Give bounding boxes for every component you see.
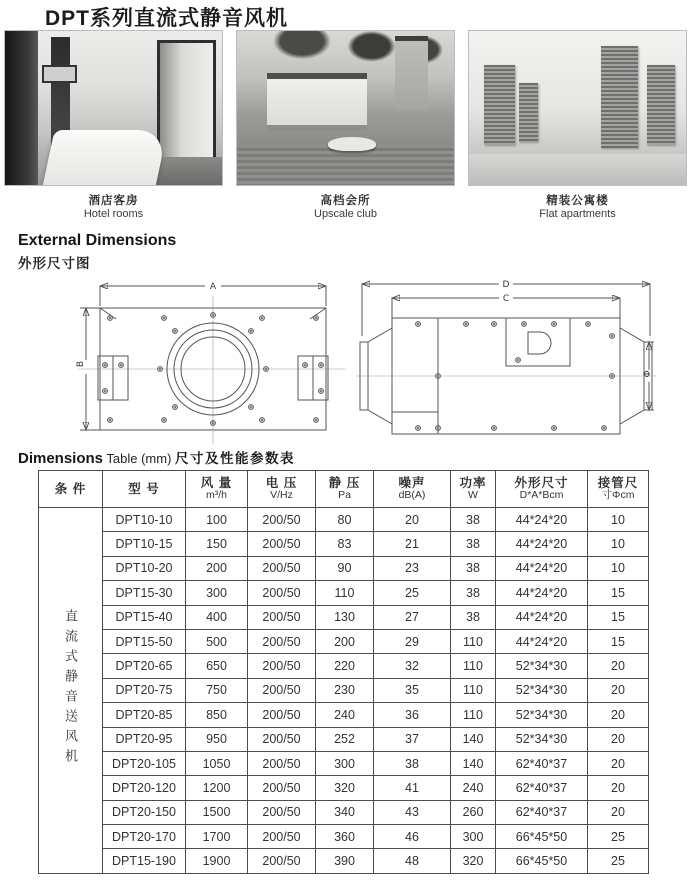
caption-en: Upscale club <box>314 208 377 221</box>
cell-pressure: 252 <box>316 727 374 751</box>
table-row <box>39 532 649 556</box>
cell-model: DPT15-190 <box>103 849 186 873</box>
cell-airflow: 1050 <box>186 751 248 775</box>
cell-noise: 32 <box>374 654 451 678</box>
table-row <box>39 629 649 653</box>
cell-pipe: 20 <box>588 776 649 800</box>
cell-airflow: 150 <box>186 532 248 556</box>
photo-decor <box>519 83 539 142</box>
application-photos <box>4 30 696 222</box>
cell-pipe: 10 <box>588 532 649 556</box>
table-heading-en-rest: Table (mm) <box>103 451 176 466</box>
flat-apartments-photo <box>468 30 687 186</box>
table-row <box>39 703 649 727</box>
cell-airflow: 200 <box>186 556 248 580</box>
cell-airflow: 1500 <box>186 800 248 824</box>
cell-airflow: 850 <box>186 703 248 727</box>
cell-power: 140 <box>451 751 496 775</box>
table-row <box>39 825 649 849</box>
cell-noise: 21 <box>374 532 451 556</box>
cell-dimensions: 66*45*50 <box>496 849 588 873</box>
cell-pressure: 110 <box>316 581 374 605</box>
dim-label-B: B <box>76 360 86 368</box>
cell-pipe: 15 <box>588 629 649 653</box>
photo-block-hotel-rooms <box>4 30 223 222</box>
cell-pipe: 20 <box>588 727 649 751</box>
cell-noise: 41 <box>374 776 451 800</box>
cell-noise: 46 <box>374 825 451 849</box>
cell-power: 240 <box>451 776 496 800</box>
cell-power: 110 <box>451 678 496 702</box>
cell-pressure: 240 <box>316 703 374 727</box>
cell-voltage: 200/50 <box>248 776 316 800</box>
cell-airflow: 650 <box>186 654 248 678</box>
cell-noise: 35 <box>374 678 451 702</box>
cell-voltage: 200/50 <box>248 800 316 824</box>
table-heading <box>18 447 295 468</box>
cell-airflow: 400 <box>186 605 248 629</box>
photo-block-flat-apartments <box>468 30 687 222</box>
cell-voltage: 200/50 <box>248 556 316 580</box>
dim-label-A: A <box>209 282 217 292</box>
cell-noise: 20 <box>374 508 451 532</box>
cell-pressure: 390 <box>316 849 374 873</box>
cell-power: 38 <box>451 581 496 605</box>
photo-decor <box>42 130 168 186</box>
table-row <box>39 678 649 702</box>
cell-noise: 25 <box>374 581 451 605</box>
cell-voltage: 200/50 <box>248 532 316 556</box>
cell-pipe: 25 <box>588 849 649 873</box>
col-header: 电 压 V/Hz <box>248 471 316 508</box>
cell-pressure: 80 <box>316 508 374 532</box>
condition-cell <box>39 508 103 874</box>
dim-label-D: D <box>502 280 510 290</box>
side-view-drawing <box>356 274 656 454</box>
cell-dimensions: 44*24*20 <box>496 581 588 605</box>
cell-voltage: 200/50 <box>248 703 316 727</box>
cell-pipe: 20 <box>588 800 649 824</box>
cell-airflow: 500 <box>186 629 248 653</box>
table-row <box>39 654 649 678</box>
col-header: 静 压 Pa <box>316 471 374 508</box>
cell-pipe: 20 <box>588 751 649 775</box>
cell-power: 110 <box>451 654 496 678</box>
cell-voltage: 200/50 <box>248 727 316 751</box>
cell-pressure: 220 <box>316 654 374 678</box>
hotel-rooms-photo <box>4 30 223 186</box>
cell-voltage: 200/50 <box>248 678 316 702</box>
cell-power: 320 <box>451 849 496 873</box>
cell-model: DPT20-95 <box>103 727 186 751</box>
cell-model: DPT10-20 <box>103 556 186 580</box>
cell-model: DPT15-50 <box>103 629 186 653</box>
cell-dimensions: 62*40*37 <box>496 800 588 824</box>
cell-noise: 29 <box>374 629 451 653</box>
cell-voltage: 200/50 <box>248 581 316 605</box>
cell-model: DPT20-170 <box>103 825 186 849</box>
photo-decor <box>328 137 376 151</box>
cell-model: DPT20-65 <box>103 654 186 678</box>
cell-noise: 27 <box>374 605 451 629</box>
cell-airflow: 300 <box>186 581 248 605</box>
cell-model: DPT20-105 <box>103 751 186 775</box>
cell-pressure: 130 <box>316 605 374 629</box>
photo-decor <box>267 73 367 132</box>
cell-pressure: 90 <box>316 556 374 580</box>
table-row <box>39 581 649 605</box>
col-header: 外形尺寸 D*A*Bcm <box>496 471 588 508</box>
cell-airflow: 750 <box>186 678 248 702</box>
cell-noise: 48 <box>374 849 451 873</box>
photo-decor <box>42 65 77 83</box>
cell-dimensions: 66*45*50 <box>496 825 588 849</box>
cell-pressure: 230 <box>316 678 374 702</box>
cell-dimensions: 44*24*20 <box>496 532 588 556</box>
cell-voltage: 200/50 <box>248 751 316 775</box>
cell-power: 110 <box>451 629 496 653</box>
cell-model: DPT20-85 <box>103 703 186 727</box>
cell-voltage: 200/50 <box>248 825 316 849</box>
caption-zh: 精装公寓楼 <box>546 195 609 207</box>
col-header: 型 号 <box>103 471 186 508</box>
dim-label-phi: Φ <box>643 370 653 378</box>
cell-airflow: 1900 <box>186 849 248 873</box>
table-row <box>39 556 649 580</box>
cell-pipe: 20 <box>588 703 649 727</box>
cell-voltage: 200/50 <box>248 605 316 629</box>
dimension-drawings <box>0 274 700 450</box>
cell-airflow: 1200 <box>186 776 248 800</box>
col-header: 风 量 m³/h <box>186 471 248 508</box>
cell-model: DPT15-40 <box>103 605 186 629</box>
caption-zh: 酒店客房 <box>88 195 139 207</box>
cell-model: DPT10-15 <box>103 532 186 556</box>
table-row <box>39 605 649 629</box>
photo-decor <box>601 46 638 148</box>
col-header: 噪声 dB(A) <box>374 471 451 508</box>
upscale-club-photo <box>236 30 455 186</box>
cell-dimensions: 44*24*20 <box>496 629 588 653</box>
cell-power: 140 <box>451 727 496 751</box>
header-row <box>39 471 649 508</box>
cell-dimensions: 62*40*37 <box>496 751 588 775</box>
cell-pipe: 25 <box>588 825 649 849</box>
dim-label-C: C <box>502 294 510 304</box>
col-header: 功率 W <box>451 471 496 508</box>
table-row <box>39 776 649 800</box>
cell-pipe: 15 <box>588 605 649 629</box>
cell-pipe: 20 <box>588 678 649 702</box>
caption-en: Flat apartments <box>539 208 616 221</box>
cell-voltage: 200/50 <box>248 654 316 678</box>
photo-caption <box>468 194 687 222</box>
photo-caption <box>4 194 223 222</box>
cell-pipe: 15 <box>588 581 649 605</box>
cell-dimensions: 52*34*30 <box>496 703 588 727</box>
cell-pressure: 200 <box>316 629 374 653</box>
photo-decor <box>484 65 514 145</box>
cell-noise: 36 <box>374 703 451 727</box>
cell-power: 300 <box>451 825 496 849</box>
photo-decor <box>395 36 428 110</box>
caption-en: Hotel rooms <box>83 208 144 221</box>
cell-noise: 43 <box>374 800 451 824</box>
cell-pipe: 10 <box>588 556 649 580</box>
cell-dimensions: 62*40*37 <box>496 776 588 800</box>
photo-decor <box>157 40 216 166</box>
cell-noise: 38 <box>374 751 451 775</box>
heading-en: External Dimensions <box>18 232 177 249</box>
cell-dimensions: 44*24*20 <box>496 605 588 629</box>
heading-zh: 外形尺寸图 <box>18 256 91 271</box>
table-row <box>39 508 649 532</box>
table-body <box>39 508 649 874</box>
cell-power: 110 <box>451 703 496 727</box>
cell-dimensions: 44*24*20 <box>496 508 588 532</box>
cell-dimensions: 52*34*30 <box>496 727 588 751</box>
cell-voltage: 200/50 <box>248 629 316 653</box>
caption-zh: 高档会所 <box>320 195 371 207</box>
cell-noise: 37 <box>374 727 451 751</box>
cell-pressure: 320 <box>316 776 374 800</box>
table-heading-en-bold: Dimensions <box>18 450 104 467</box>
cell-noise: 23 <box>374 556 451 580</box>
cell-pressure: 360 <box>316 825 374 849</box>
cell-power: 38 <box>451 556 496 580</box>
cell-dimensions: 44*24*20 <box>496 556 588 580</box>
photo-decor <box>647 65 675 145</box>
front-view-drawing <box>74 276 350 450</box>
table-row <box>39 849 649 873</box>
cell-pressure: 83 <box>316 532 374 556</box>
photo-caption <box>236 194 455 222</box>
table-row <box>39 727 649 751</box>
photo-decor <box>5 31 38 185</box>
cell-voltage: 200/50 <box>248 849 316 873</box>
page-title: DPT系列直流式静音风机 <box>45 7 288 30</box>
table-row <box>39 800 649 824</box>
cell-model: DPT20-75 <box>103 678 186 702</box>
photo-block-upscale-club <box>236 30 455 222</box>
photo-decor <box>469 154 686 185</box>
cell-pipe: 20 <box>588 654 649 678</box>
cell-dimensions: 52*34*30 <box>496 654 588 678</box>
condition-vertical-label: 直流式静音送风机 <box>63 608 78 769</box>
cell-pressure: 340 <box>316 800 374 824</box>
cell-power: 38 <box>451 508 496 532</box>
cell-model: DPT15-30 <box>103 581 186 605</box>
cell-model: DPT20-120 <box>103 776 186 800</box>
cell-airflow: 1700 <box>186 825 248 849</box>
external-dimensions-heading <box>18 232 176 272</box>
cell-power: 38 <box>451 532 496 556</box>
cell-model: DPT20-150 <box>103 800 186 824</box>
col-header: 接管尺 寸Φcm <box>588 471 649 508</box>
cell-power: 38 <box>451 605 496 629</box>
cell-power: 260 <box>451 800 496 824</box>
cell-airflow: 950 <box>186 727 248 751</box>
cell-dimensions: 52*34*30 <box>496 678 588 702</box>
cell-voltage: 200/50 <box>248 508 316 532</box>
spec-table <box>38 470 649 874</box>
table-row <box>39 751 649 775</box>
table-heading-zh: 尺寸及性能参数表 <box>175 451 296 466</box>
cell-airflow: 100 <box>186 508 248 532</box>
cell-pressure: 300 <box>316 751 374 775</box>
cell-pipe: 10 <box>588 508 649 532</box>
col-header: 条 件 <box>39 471 103 508</box>
cell-model: DPT10-10 <box>103 508 186 532</box>
